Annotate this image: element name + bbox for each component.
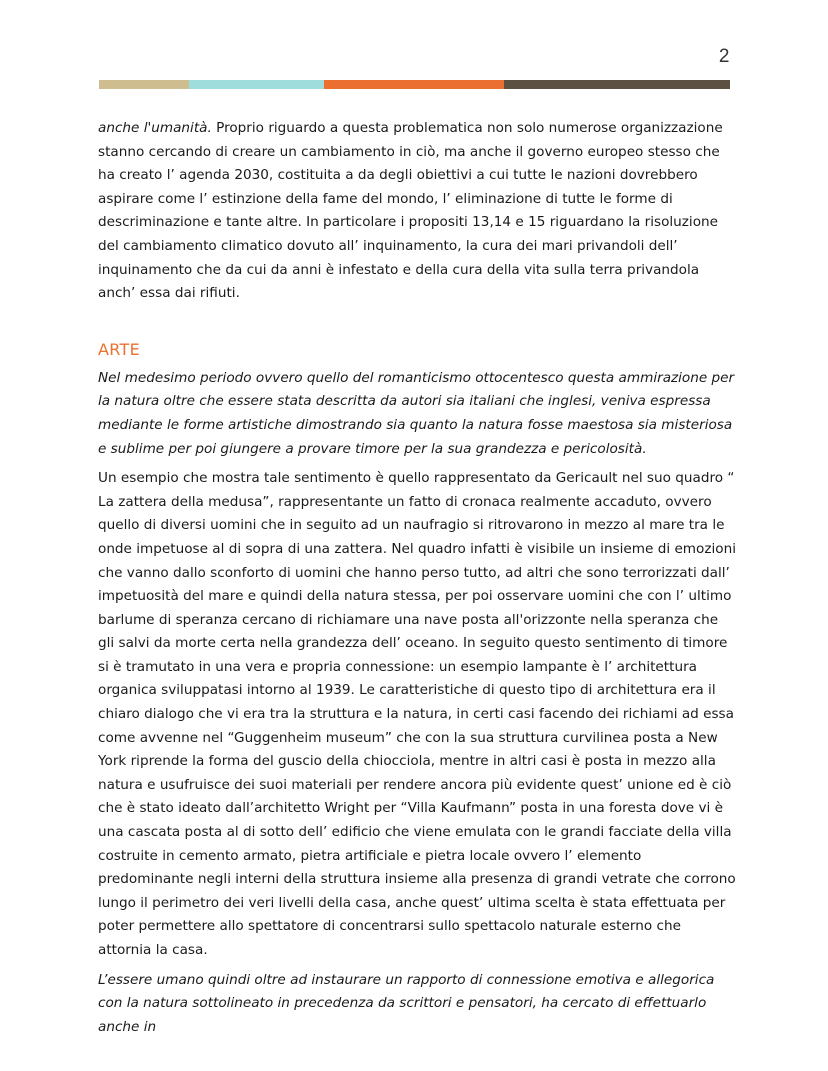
- intro-paragraph: [98, 117, 738, 306]
- color-bar-segment-tan: [99, 80, 189, 89]
- document-body: [98, 117, 738, 1039]
- header-color-bar: [99, 80, 730, 89]
- section-heading-arte: ARTE: [98, 339, 140, 359]
- intro-lead-italic: anche l'umanità.: [98, 120, 212, 136]
- color-bar-segment-brown: [504, 80, 730, 89]
- color-bar-segment-orange: [324, 80, 504, 89]
- color-bar-segment-aqua: [189, 80, 324, 89]
- page-number: 2: [718, 46, 730, 67]
- section-body-paragraph: Un esempio che mostra tale sentimento è quello rappresentato da Gericault nel suo quadro “ La zattera della medusa”, rappresentante un fatto di cronaca realmente accaduto, ovvero quello di diversi uomini che in seguito ad un naufragio si ritrovarono in mezzo al mare tra le onde impetuose al di sopra di una zattera. Nel quadro infatti è visibile un insieme di emozioni che vanno dallo sconforto di uomini che hanno perso tutto, ad altri che sono terrorizzati dall’ impetuosità del mare e quindi della natura stessa, per poi osservare uomini che con l’ ultimo barlume di speranza cercano di richiamare una nave posta all'orizzonte nella speranza che gli salvi da morte certa nella grandezza dell’ oceano. In seguito questo sentimento di timore si è tramutato in una vera e propria connessione: un esempio lampante è l’ architettura organica sviluppatasi intorno al 1939. Le caratteristiche di questo tipo di architettura era il chiaro dialogo che vi era tra la struttura e la natura, in certi casi facendo dei richiami ad essa come avvenne nel “Guggenheim museum” che con la sua struttura curvilinea posta a New York riprende la forma del guscio della chiocciola, mentre in altri casi è posta in mezzo alla natura e usufruisce dei suoi materiali per rendere ancora più evidente quest’ unione ed è ciò che è stato ideato dall’architetto Wright per “Villa Kaufmann” posta in una foresta dove vi è una cascata posta al di sotto dell’ edificio che viene emulata con le grandi facciate della villa costruite in cemento armato, pietra artificiale e pietra locale ovvero l’ elemento predominante negli interni della struttura insieme alla presenza di grandi vetrate che corrono lungo il perimetro dei veri livelli della casa, anche quest’ ultima scelta è stata effettuata per poter permettere allo spettatore di concentrarsi sullo spettacolo naturale esterno che attornia la casa.: [98, 470, 736, 958]
- section-italic-outro: L’essere umano quindi oltre ad instaurare un rapporto di connessione emotiva e allegorica con la natura sottolineato in precedenza da scrittori e pensatori, ha cercato di effettuarlo anche in: [98, 971, 715, 1035]
- section-italic-intro: Nel medesimo periodo ovvero quello del romanticismo ottocentesco questa ammirazione per la natura oltre che essere stata descritta da autori sia italiani che inglesi, veniva espressa mediante le forme artistiche dimostrando sia quanto la natura fosse maestosa sia misteriosa e sublime per poi giungere a provare timore per la sua grandezza e pericolosità.: [98, 369, 735, 457]
- intro-text: Proprio riguardo a questa problematica non solo numerose organizzazione stanno cercando di creare un cambiamento in ciò, ma anche il governo europeo stesso che ha creato l’ agenda 2030, costituita a da degli obiettivi a cui tutte le nazioni dovrebbero aspirare come l’ estinzione della fame del mondo, l’ eliminazione di tutte le forme di descriminazione e tante altre. In particolare i propositi 13,14 e 15 riguardano la risoluzione del cambiamento climatico dovuto all’ inquinamento, la cura dei mari privandoli dell’ inquinamento che da cui da anni è infestato e della cura della vita sulla terra privandola anch’ essa dai rifiuti.: [98, 120, 723, 302]
